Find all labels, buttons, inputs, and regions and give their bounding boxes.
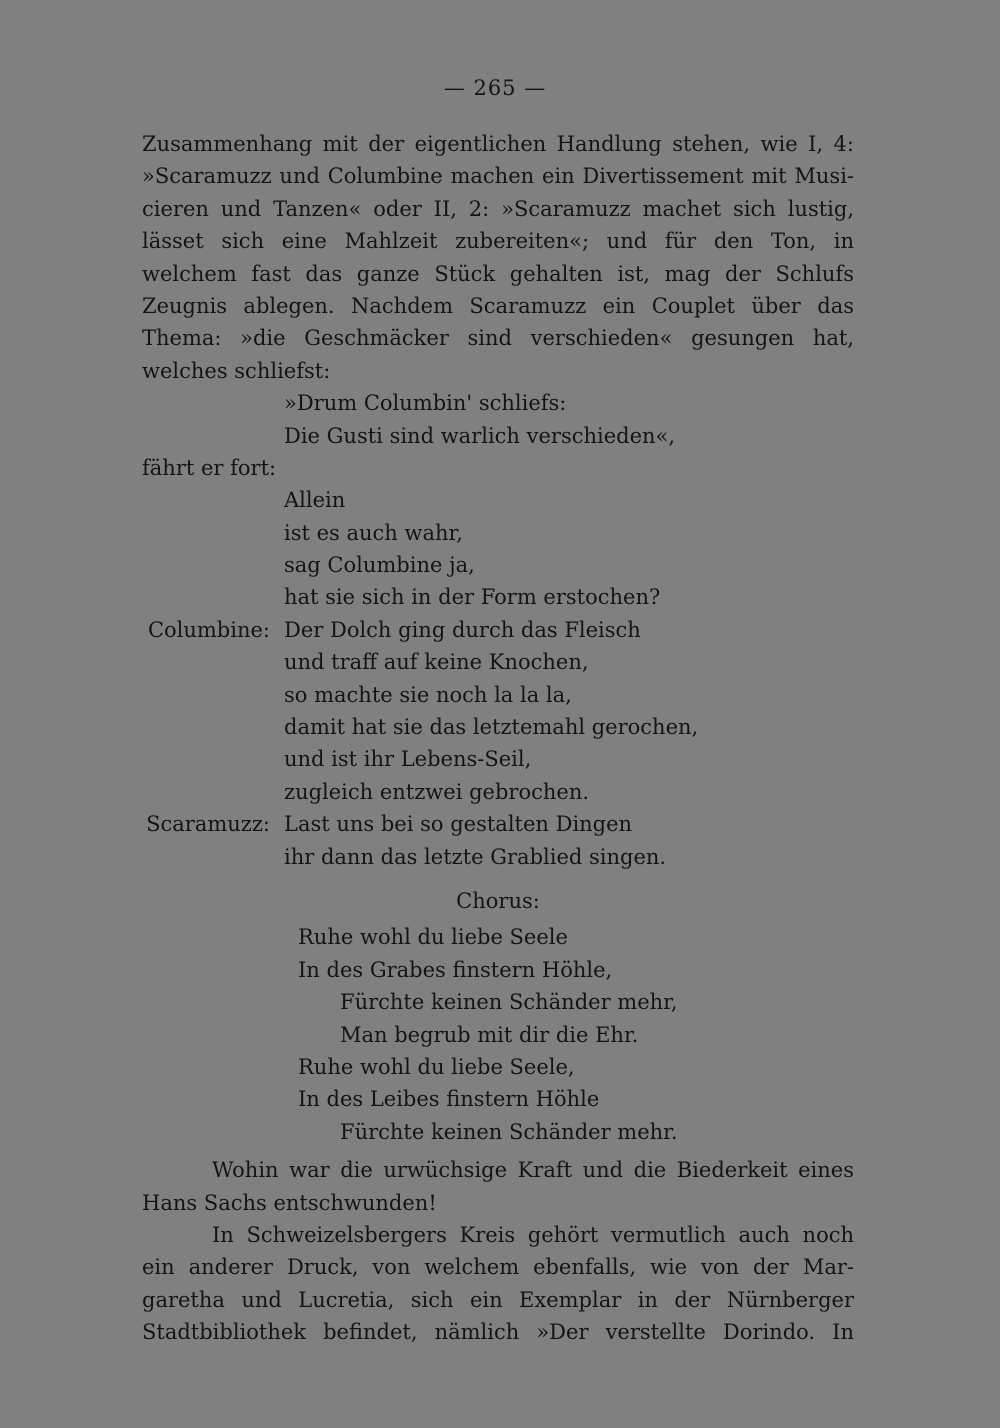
text-line: Stadtbibliothek befindet, nämlich »Der verstellte Dorindo. In xyxy=(142,1320,854,1345)
verse-line: und ist ihr Lebens-Seil, xyxy=(284,747,532,772)
verse-line: »Drum Columbin' schliefs: xyxy=(284,391,567,416)
narration-line: fährt er fort: xyxy=(142,455,277,480)
verse-line: ihr dann das letzte Grablied singen. xyxy=(284,844,667,869)
paragraph-3 xyxy=(142,1219,854,1349)
page-body xyxy=(142,128,854,1348)
text-line: Zusammenhang mit der eigentlichen Handlung stehen, wie I, 4: xyxy=(142,132,854,156)
verse-scaramuzz-1 xyxy=(142,484,854,614)
text-line: lässet sich eine Mahlzeit zubereiten«; und für den Ton, in xyxy=(142,229,854,254)
verse-line: und traff auf keine Knochen, xyxy=(284,650,589,675)
paragraph-1 xyxy=(142,128,854,387)
chorus-verse xyxy=(142,921,854,1148)
text-line: Zeugnis ablegen. Nachdem Scaramuzz ein Couplet über das xyxy=(142,293,854,318)
verse-columbine xyxy=(142,614,854,808)
speaker-label: Columbine: xyxy=(147,617,270,642)
text-line: ein anderer Druck, von welchem ebenfalls, wie von der Mar- xyxy=(142,1255,854,1280)
text-line: Wohin war die urwüchsige Kraft und die Biederkeit eines xyxy=(212,1158,854,1183)
chorus-line: Man begrub mit dir die Ehr. xyxy=(340,1022,639,1047)
text-line: Thema: »die Geschmäcker sind verschieden« gesungen hat, xyxy=(142,326,854,351)
verse-line: zugleich entzwei gebrochen. xyxy=(284,779,590,804)
text-line: garetha und Lucretia, sich ein Exemplar in der Nürnberger xyxy=(142,1287,854,1312)
text-line: welches schliefst: xyxy=(142,358,331,383)
verse-line: ist es auch wahr, xyxy=(284,520,463,545)
text-line: In Schweizelsbergers Kreis gehört vermutlich auch noch xyxy=(212,1222,854,1247)
chorus-line: Ruhe wohl du liebe Seele, xyxy=(298,1054,575,1079)
verse-line: damit hat sie das letztemahl gerochen, xyxy=(284,715,699,740)
verse-line: Der Dolch ging durch das Fleisch xyxy=(284,617,641,642)
chorus-line: In des Grabes finstern Höhle, xyxy=(298,957,613,982)
text-line: welchem fast das ganze Stück gehalten ist, mag der Schlufs xyxy=(142,261,854,286)
verse-line: Allein xyxy=(284,488,346,513)
chorus-title: Chorus: xyxy=(456,888,540,913)
speaker-label: Scaramuzz: xyxy=(146,812,270,837)
chorus-line: Fürchte keinen Schänder mehr. xyxy=(340,1119,678,1144)
verse-line: Last uns bei so gestalten Dingen xyxy=(284,812,633,837)
text-line: »Scaramuzz und Columbine machen ein Divertissement mit Musi- xyxy=(142,164,854,189)
chorus-line: Ruhe wohl du liebe Seele xyxy=(298,925,568,950)
verse-line: sag Columbine ja, xyxy=(284,553,475,578)
text-line: Hans Sachs entschwunden! xyxy=(142,1190,437,1215)
verse-line: hat sie sich in der Form erstochen? xyxy=(284,585,661,610)
chorus-line: Fürchte keinen Schänder mehr, xyxy=(340,990,678,1015)
verse-line: so machte sie noch la la la, xyxy=(284,682,572,707)
chorus-line: In des Leibes finstern Höhle xyxy=(298,1087,600,1112)
paragraph-2 xyxy=(142,1154,854,1219)
verse-scaramuzz-2 xyxy=(142,808,854,873)
page-number: — 265 — xyxy=(443,76,547,100)
verse-line: Die Gusti sind warlich verschieden«, xyxy=(284,423,676,448)
quote-verse xyxy=(142,387,854,452)
text-line: cieren und Tanzen« oder II, 2: »Scaramuzz machet sich lustig, xyxy=(142,196,854,221)
